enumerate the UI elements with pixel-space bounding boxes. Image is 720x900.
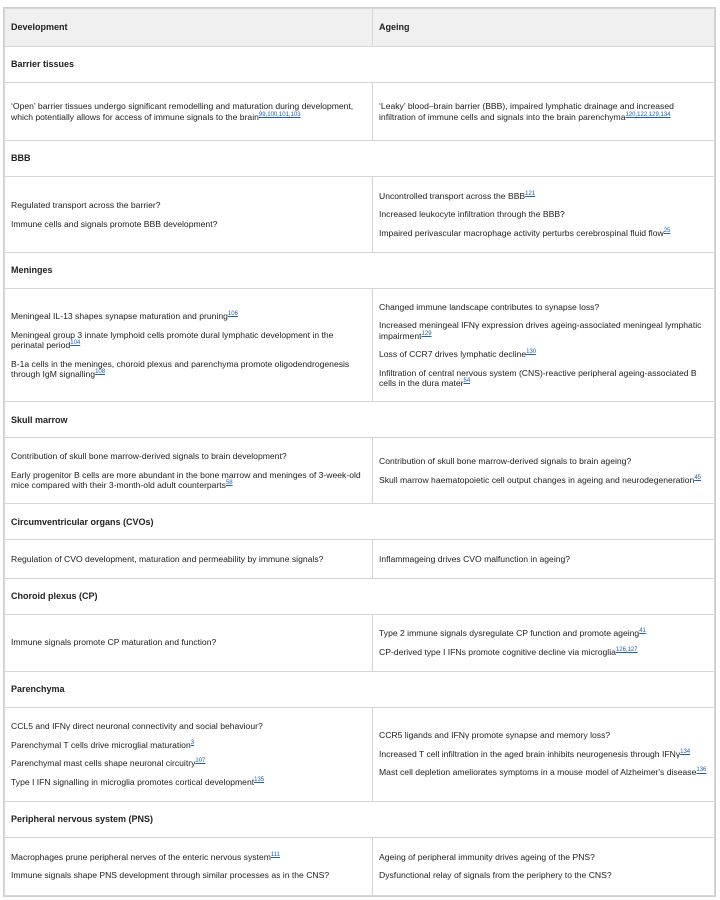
- section-title-choroid-plexus-cp: Choroid plexus (CP): [5, 578, 715, 614]
- development-item: [11, 470, 366, 491]
- ageing-cell: [373, 837, 715, 895]
- ageing-item: [379, 852, 708, 863]
- reference-link[interactable]: 41: [639, 628, 646, 635]
- ageing-item: [379, 870, 708, 881]
- section-title-barrier-tissues: Barrier tissues: [5, 47, 715, 83]
- ageing-item-text: CCR5 ligands and IFNγ promote synapse and memory loss?: [379, 730, 611, 741]
- ageing-item-text: Ageing of peripheral immunity drives ageing of the PNS?: [379, 851, 595, 862]
- development-cell: [5, 540, 373, 578]
- development-cell: [5, 837, 373, 895]
- section-title-row: [5, 141, 715, 177]
- ageing-item: [379, 647, 708, 658]
- development-item-text: ‘Open’ barrier tissues undergo significant remodelling and maturation during development, which potentially allows for access of immune signals to the brain: [11, 101, 354, 122]
- development-item: [11, 311, 366, 322]
- reference-link[interactable]: 106: [227, 311, 238, 318]
- section-content-row: [5, 83, 715, 141]
- section-title-row: [5, 504, 715, 540]
- section-title-row: [5, 578, 715, 614]
- development-cell: [5, 289, 373, 402]
- development-item-text: Early progenitor B cells are more abundant in the bone marrow and meninges of 3-week-old mice compared with their 3-month-old adult counterparts: [11, 469, 361, 491]
- ageing-item: [379, 228, 708, 239]
- ageing-item-text: Type 2 immune signals dysregulate CP function and promote ageing: [379, 628, 640, 639]
- ageing-item: [379, 191, 708, 202]
- development-item-text: Parenchymal mast cells shape neuronal circuitry: [11, 758, 196, 769]
- ageing-item: [379, 456, 708, 467]
- development-cell: [5, 83, 373, 141]
- ageing-item: [379, 475, 708, 486]
- reference-link[interactable]: 121: [525, 191, 536, 198]
- reference-link[interactable]: 108: [95, 369, 106, 376]
- development-item-text: Meningeal group 3 innate lymphoid cells promote dural lymphatic development in the perinatal period: [11, 329, 334, 351]
- ageing-cell: [373, 438, 715, 504]
- ageing-item-text: Infiltration of central nervous system (CNS)-reactive peripheral ageing-associated B cells in the dura mater: [379, 367, 697, 389]
- ageing-item: [379, 302, 708, 313]
- development-item: [11, 777, 366, 788]
- ageing-item: [379, 101, 708, 122]
- reference-link[interactable]: 120,122,129,134: [625, 111, 671, 118]
- development-item: [11, 451, 366, 462]
- ageing-item-text: Inflammageing drives CVO malfunction in ageing?: [379, 553, 571, 564]
- reference-link[interactable]: 111: [270, 852, 280, 859]
- section-content-row: [5, 289, 715, 402]
- section-title-row: [5, 801, 715, 837]
- reference-link[interactable]: 130: [526, 349, 537, 356]
- section-content-row: [5, 837, 715, 895]
- ageing-item-text: Increased leukocyte infiltration through the BBB?: [379, 209, 565, 220]
- development-cell: [5, 614, 373, 671]
- development-cell: [5, 177, 373, 253]
- reference-link[interactable]: 107: [195, 758, 206, 765]
- section-title-row: [5, 671, 715, 707]
- section-content-row: [5, 177, 715, 253]
- development-item-text: Parenchymal T cells drive microglial maturation: [11, 739, 191, 750]
- section-title-bbb: BBB: [5, 141, 715, 177]
- development-item: [11, 330, 366, 351]
- ageing-item: [379, 730, 708, 741]
- ageing-item-text: CP-derived type I IFNs promote cognitive decline via microglia: [379, 646, 616, 657]
- ageing-cell: [373, 540, 715, 578]
- ageing-cell: [373, 289, 715, 402]
- development-item-text: B-1a cells in the meninges, choroid plexus and parenchyma promote oligodendrogenesis through IgM signalling: [11, 358, 350, 380]
- section-title-peripheral-nervous-system-pns: Peripheral nervous system (PNS): [5, 801, 715, 837]
- header-ageing: Ageing: [373, 9, 715, 47]
- reference-link[interactable]: 99,100,101,103: [258, 111, 301, 118]
- section-title-row: [5, 402, 715, 438]
- development-item: [11, 758, 366, 769]
- ageing-item-text: Increased meningeal IFNγ expression drives ageing-associated meningeal lymphatic impairment: [379, 320, 702, 341]
- development-cell: [5, 438, 373, 504]
- reference-link[interactable]: 126,127: [615, 646, 638, 653]
- development-item: [11, 359, 366, 380]
- ageing-item-text: Changed immune landscape contributes to synapse loss?: [379, 301, 600, 312]
- development-item-text: Immune cells and signals promote BBB development?: [11, 218, 218, 229]
- table-header-row: [5, 9, 715, 47]
- reference-link[interactable]: 45: [694, 475, 702, 482]
- ageing-item: [379, 209, 708, 220]
- section-title-circumventricular-organs-cvos: Circumventricular organs (CVOs): [5, 504, 715, 540]
- ageing-item: [379, 767, 708, 778]
- ageing-item-text: Contribution of skull bone marrow-derived signals to brain ageing?: [379, 456, 632, 467]
- reference-link[interactable]: 136: [696, 767, 707, 774]
- development-cell: [5, 707, 373, 801]
- comparison-table-container: [3, 7, 716, 897]
- development-item: [11, 721, 366, 732]
- development-item-text: Immune signals promote CP maturation and function?: [11, 637, 217, 648]
- development-ageing-table: [4, 8, 715, 896]
- development-item: [11, 554, 366, 565]
- reference-link[interactable]: 135: [254, 776, 265, 783]
- section-content-row: [5, 438, 715, 504]
- ageing-item: [379, 628, 708, 639]
- reference-link[interactable]: 3: [190, 739, 195, 746]
- ageing-item: [379, 320, 708, 341]
- development-item: [11, 219, 366, 230]
- ageing-item-text: Dysfunctional relay of signals from the periphery to the CNS?: [379, 870, 612, 881]
- section-content-row: [5, 707, 715, 801]
- development-item: [11, 740, 366, 751]
- section-title-row: [5, 47, 715, 83]
- reference-link[interactable]: 54: [463, 378, 471, 385]
- reference-link[interactable]: 134: [680, 749, 691, 756]
- development-item: [11, 852, 366, 863]
- ageing-item: [379, 368, 708, 389]
- ageing-cell: [373, 83, 715, 141]
- section-content-row: [5, 540, 715, 578]
- reference-link[interactable]: 25: [663, 228, 671, 235]
- development-item: [11, 101, 366, 122]
- ageing-item-text: Uncontrolled transport across the BBB: [379, 190, 526, 201]
- development-item: [11, 870, 366, 881]
- ageing-item-text: Mast cell depletion ameliorates symptoms in a mouse model of Alzheimer's disease: [379, 767, 697, 778]
- development-item-text: Meningeal IL-13 shapes synapse maturation and pruning: [11, 311, 228, 322]
- ageing-item: [379, 554, 708, 565]
- ageing-item: [379, 749, 708, 760]
- development-item-text: Type I IFN signalling in microglia promotes cortical development: [11, 776, 255, 787]
- table-body: [5, 47, 715, 896]
- reference-link[interactable]: 58: [225, 480, 233, 487]
- section-title-row: [5, 253, 715, 289]
- header-development: Development: [5, 9, 373, 47]
- ageing-cell: [373, 707, 715, 801]
- section-title-meninges: Meninges: [5, 253, 715, 289]
- ageing-item-text: ‘Leaky’ blood–brain barrier (BBB), impaired lymphatic drainage and increased infiltration of immune cells and signals into the brain parenchyma: [379, 101, 674, 122]
- development-item-text: CCL5 and IFNγ direct neuronal connectivity and social behaviour?: [11, 721, 263, 732]
- ageing-item-text: Impaired perivascular macrophage activity perturbs cerebrospinal fluid flow: [379, 227, 664, 238]
- section-content-row: [5, 614, 715, 671]
- development-item: [11, 200, 366, 211]
- development-item-text: Contribution of skull bone marrow-derived signals to brain development?: [11, 451, 287, 462]
- development-item-text: Immune signals shape PNS development through similar processes as in the CNS?: [11, 870, 330, 881]
- ageing-item: [379, 349, 708, 360]
- ageing-item-text: Skull marrow haematopoietic cell output changes in ageing and neurodegeneration: [379, 474, 695, 485]
- ageing-cell: [373, 614, 715, 671]
- ageing-item-text: Increased T cell infiltration in the aged brain inhibits neurogenesis through IFNγ: [379, 748, 681, 759]
- development-item-text: Regulated transport across the barrier?: [11, 200, 161, 211]
- reference-link[interactable]: 104: [70, 340, 81, 347]
- ageing-item-text: Loss of CCR7 drives lymphatic decline: [379, 349, 527, 360]
- reference-link[interactable]: 129: [421, 330, 432, 337]
- section-title-parenchyma: Parenchyma: [5, 671, 715, 707]
- development-item-text: Macrophages prune peripheral nerves of the enteric nervous system: [11, 851, 271, 862]
- development-item-text: Regulation of CVO development, maturation and permeability by immune signals?: [11, 553, 324, 564]
- ageing-cell: [373, 177, 715, 253]
- section-title-skull-marrow: Skull marrow: [5, 402, 715, 438]
- development-item: [11, 637, 366, 648]
